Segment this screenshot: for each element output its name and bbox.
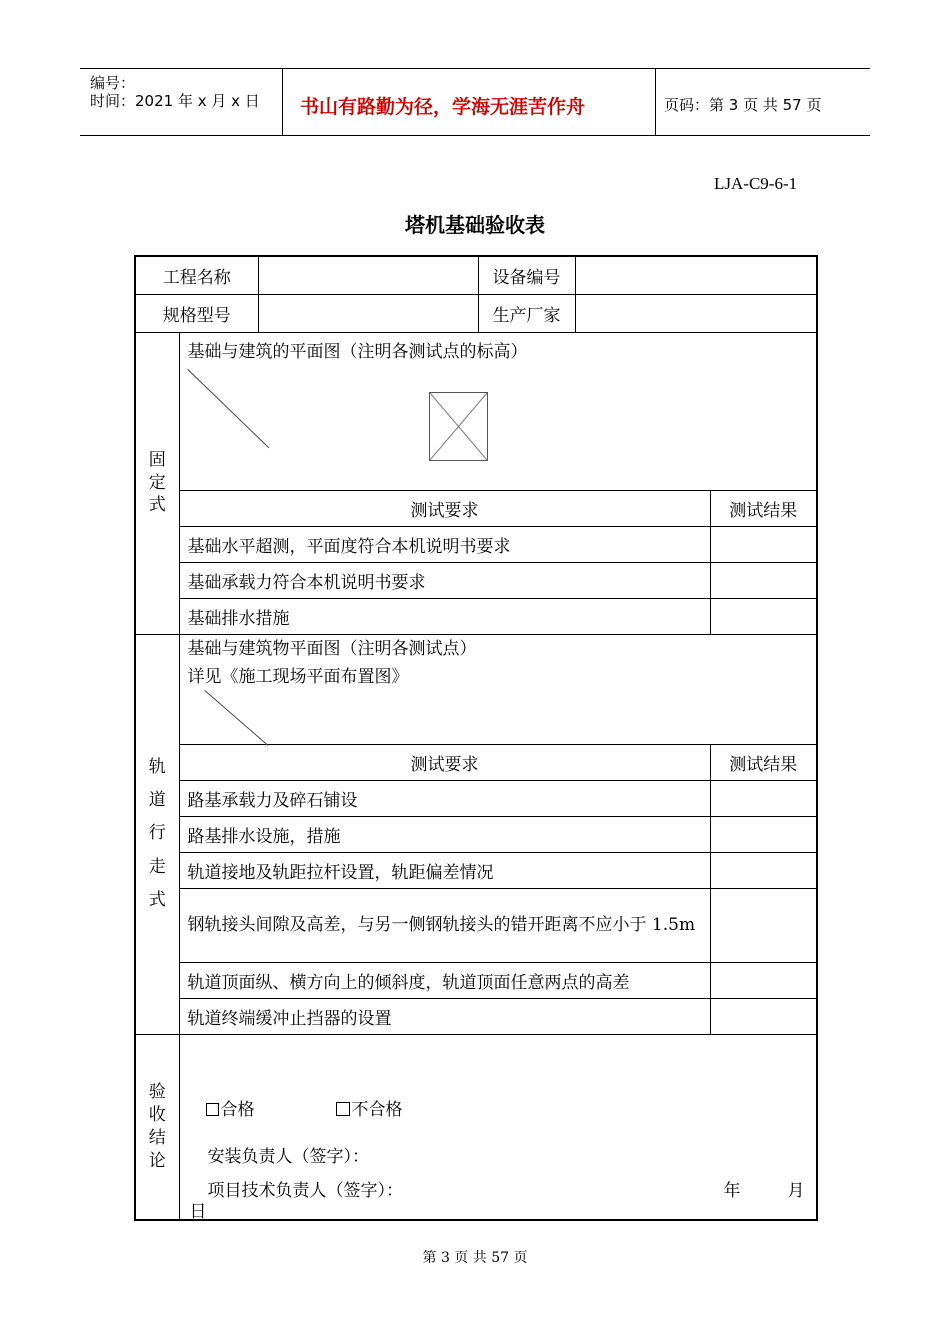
rail-plan-note: 详见《施工现场平面布置图》: [187, 666, 409, 687]
rail-result-1[interactable]: [710, 780, 817, 816]
rail-item-row: [135, 816, 817, 852]
fixed-result-2[interactable]: [710, 562, 817, 598]
rail-item-3: 轨道接地及轨距拉杆设置，轨距偏差情况: [179, 852, 710, 888]
rail-result-5[interactable]: [710, 962, 817, 998]
rail-item-row: [135, 780, 817, 816]
rail-item-row: [135, 888, 817, 962]
pass-option[interactable]: [206, 1095, 255, 1120]
rail-item-6: 轨道终端缓冲止挡器的设置: [179, 998, 710, 1034]
placeholder-cross-icon: [430, 393, 487, 460]
rail-item-row: [135, 852, 817, 888]
rail-plan-caption: 基础与建筑物平面图（注明各测试点）: [187, 638, 477, 659]
fixed-result-1[interactable]: [710, 526, 817, 562]
rail-result-6[interactable]: [710, 998, 817, 1034]
header-bottom-rule: [80, 135, 870, 136]
tech-signature-label: 项目技术负责人（签字）：: [207, 1180, 403, 1201]
day-label: 日: [189, 1201, 207, 1222]
fixed-item-row: [135, 598, 817, 634]
header-number-label: 编号：: [90, 74, 136, 92]
month-label: 月: [787, 1180, 805, 1201]
fixed-plan-caption: 基础与建筑的平面图（注明各测试点的标高）: [187, 341, 528, 362]
rail-item-row: [135, 962, 817, 998]
pass-checkbox[interactable]: [206, 1103, 219, 1116]
rail-result-header: 测试结果: [710, 744, 817, 780]
image-placeholder-icon: [429, 392, 488, 461]
header-time-label: 时间：2021 年 x 月 x 日: [90, 92, 260, 110]
fail-option[interactable]: [336, 1095, 403, 1120]
rail-item-2: 路基排水设施，措施: [179, 816, 710, 852]
header-motto: 书山有路勤为径，学海无涯苦作舟: [300, 96, 586, 118]
conclusion-side-label: 验 收 结 论: [135, 1034, 179, 1220]
rail-result-4[interactable]: [710, 888, 817, 962]
project-name-label: 工程名称: [135, 256, 258, 294]
form-code: LJA-C9-6-1: [714, 174, 798, 193]
rail-item-4: 钢轨接头间隙及高差，与另一侧钢轨接头的错开距离不应小于 1.5m: [179, 888, 710, 962]
manufacturer-field[interactable]: [575, 294, 817, 332]
model-label: 规格型号: [135, 294, 258, 332]
installer-signature-label: 安装负责人（签字）：: [207, 1146, 369, 1167]
fixed-req-header-row: [135, 490, 817, 526]
conclusion-area: [179, 1034, 817, 1220]
fixed-req-header: 测试要求: [179, 490, 710, 526]
fixed-item-row: [135, 526, 817, 562]
rail-side-label: 轨 道 行 走 式: [135, 634, 179, 1034]
rail-req-header-row: [135, 744, 817, 780]
manufacturer-label: 生产厂家: [478, 294, 575, 332]
rail-result-2[interactable]: [710, 816, 817, 852]
header-top-rule: [80, 68, 870, 69]
fail-checkbox[interactable]: [336, 1102, 350, 1116]
rail-req-header: 测试要求: [179, 744, 710, 780]
rail-item-row: [135, 998, 817, 1034]
page-footer: 第 3 页 共 57 页: [422, 1250, 528, 1266]
fixed-item-row: [135, 562, 817, 598]
header-page-info: 页码：第 3 页 共 57 页: [664, 96, 822, 114]
rail-result-3[interactable]: [710, 852, 817, 888]
rail-plan-row: [135, 634, 817, 744]
equipment-no-field[interactable]: [575, 256, 817, 294]
year-label: 年: [723, 1180, 741, 1201]
header-divider-1: [282, 68, 283, 136]
rail-item-1: 路基承载力及碎石铺设: [179, 780, 710, 816]
fixed-side-label: 固 定 式: [135, 332, 179, 634]
project-row: [135, 256, 817, 294]
fixed-plan-area: [179, 332, 817, 490]
fail-label: 不合格: [351, 1099, 403, 1120]
equipment-no-label: 设备编号: [478, 256, 575, 294]
fixed-item-2: 基础承载力符合本机说明书要求: [179, 562, 710, 598]
header-divider-2: [655, 68, 656, 136]
fixed-result-3[interactable]: [710, 598, 817, 634]
rail-plan-area: [179, 634, 817, 744]
model-field[interactable]: [258, 294, 478, 332]
project-name-field[interactable]: [258, 256, 478, 294]
fixed-result-header: 测试结果: [710, 490, 817, 526]
fixed-item-1: 基础水平超测，平面度符合本机说明书要求: [179, 526, 710, 562]
conclusion-row: [135, 1034, 817, 1220]
fixed-item-3: 基础排水措施: [179, 598, 710, 634]
rail-item-5: 轨道顶面纵、横方向上的倾斜度，轨道顶面任意两点的高差: [179, 962, 710, 998]
pass-label: 合格: [220, 1099, 255, 1120]
page-title: 塔机基础验收表: [405, 213, 545, 237]
model-row: [135, 294, 817, 332]
